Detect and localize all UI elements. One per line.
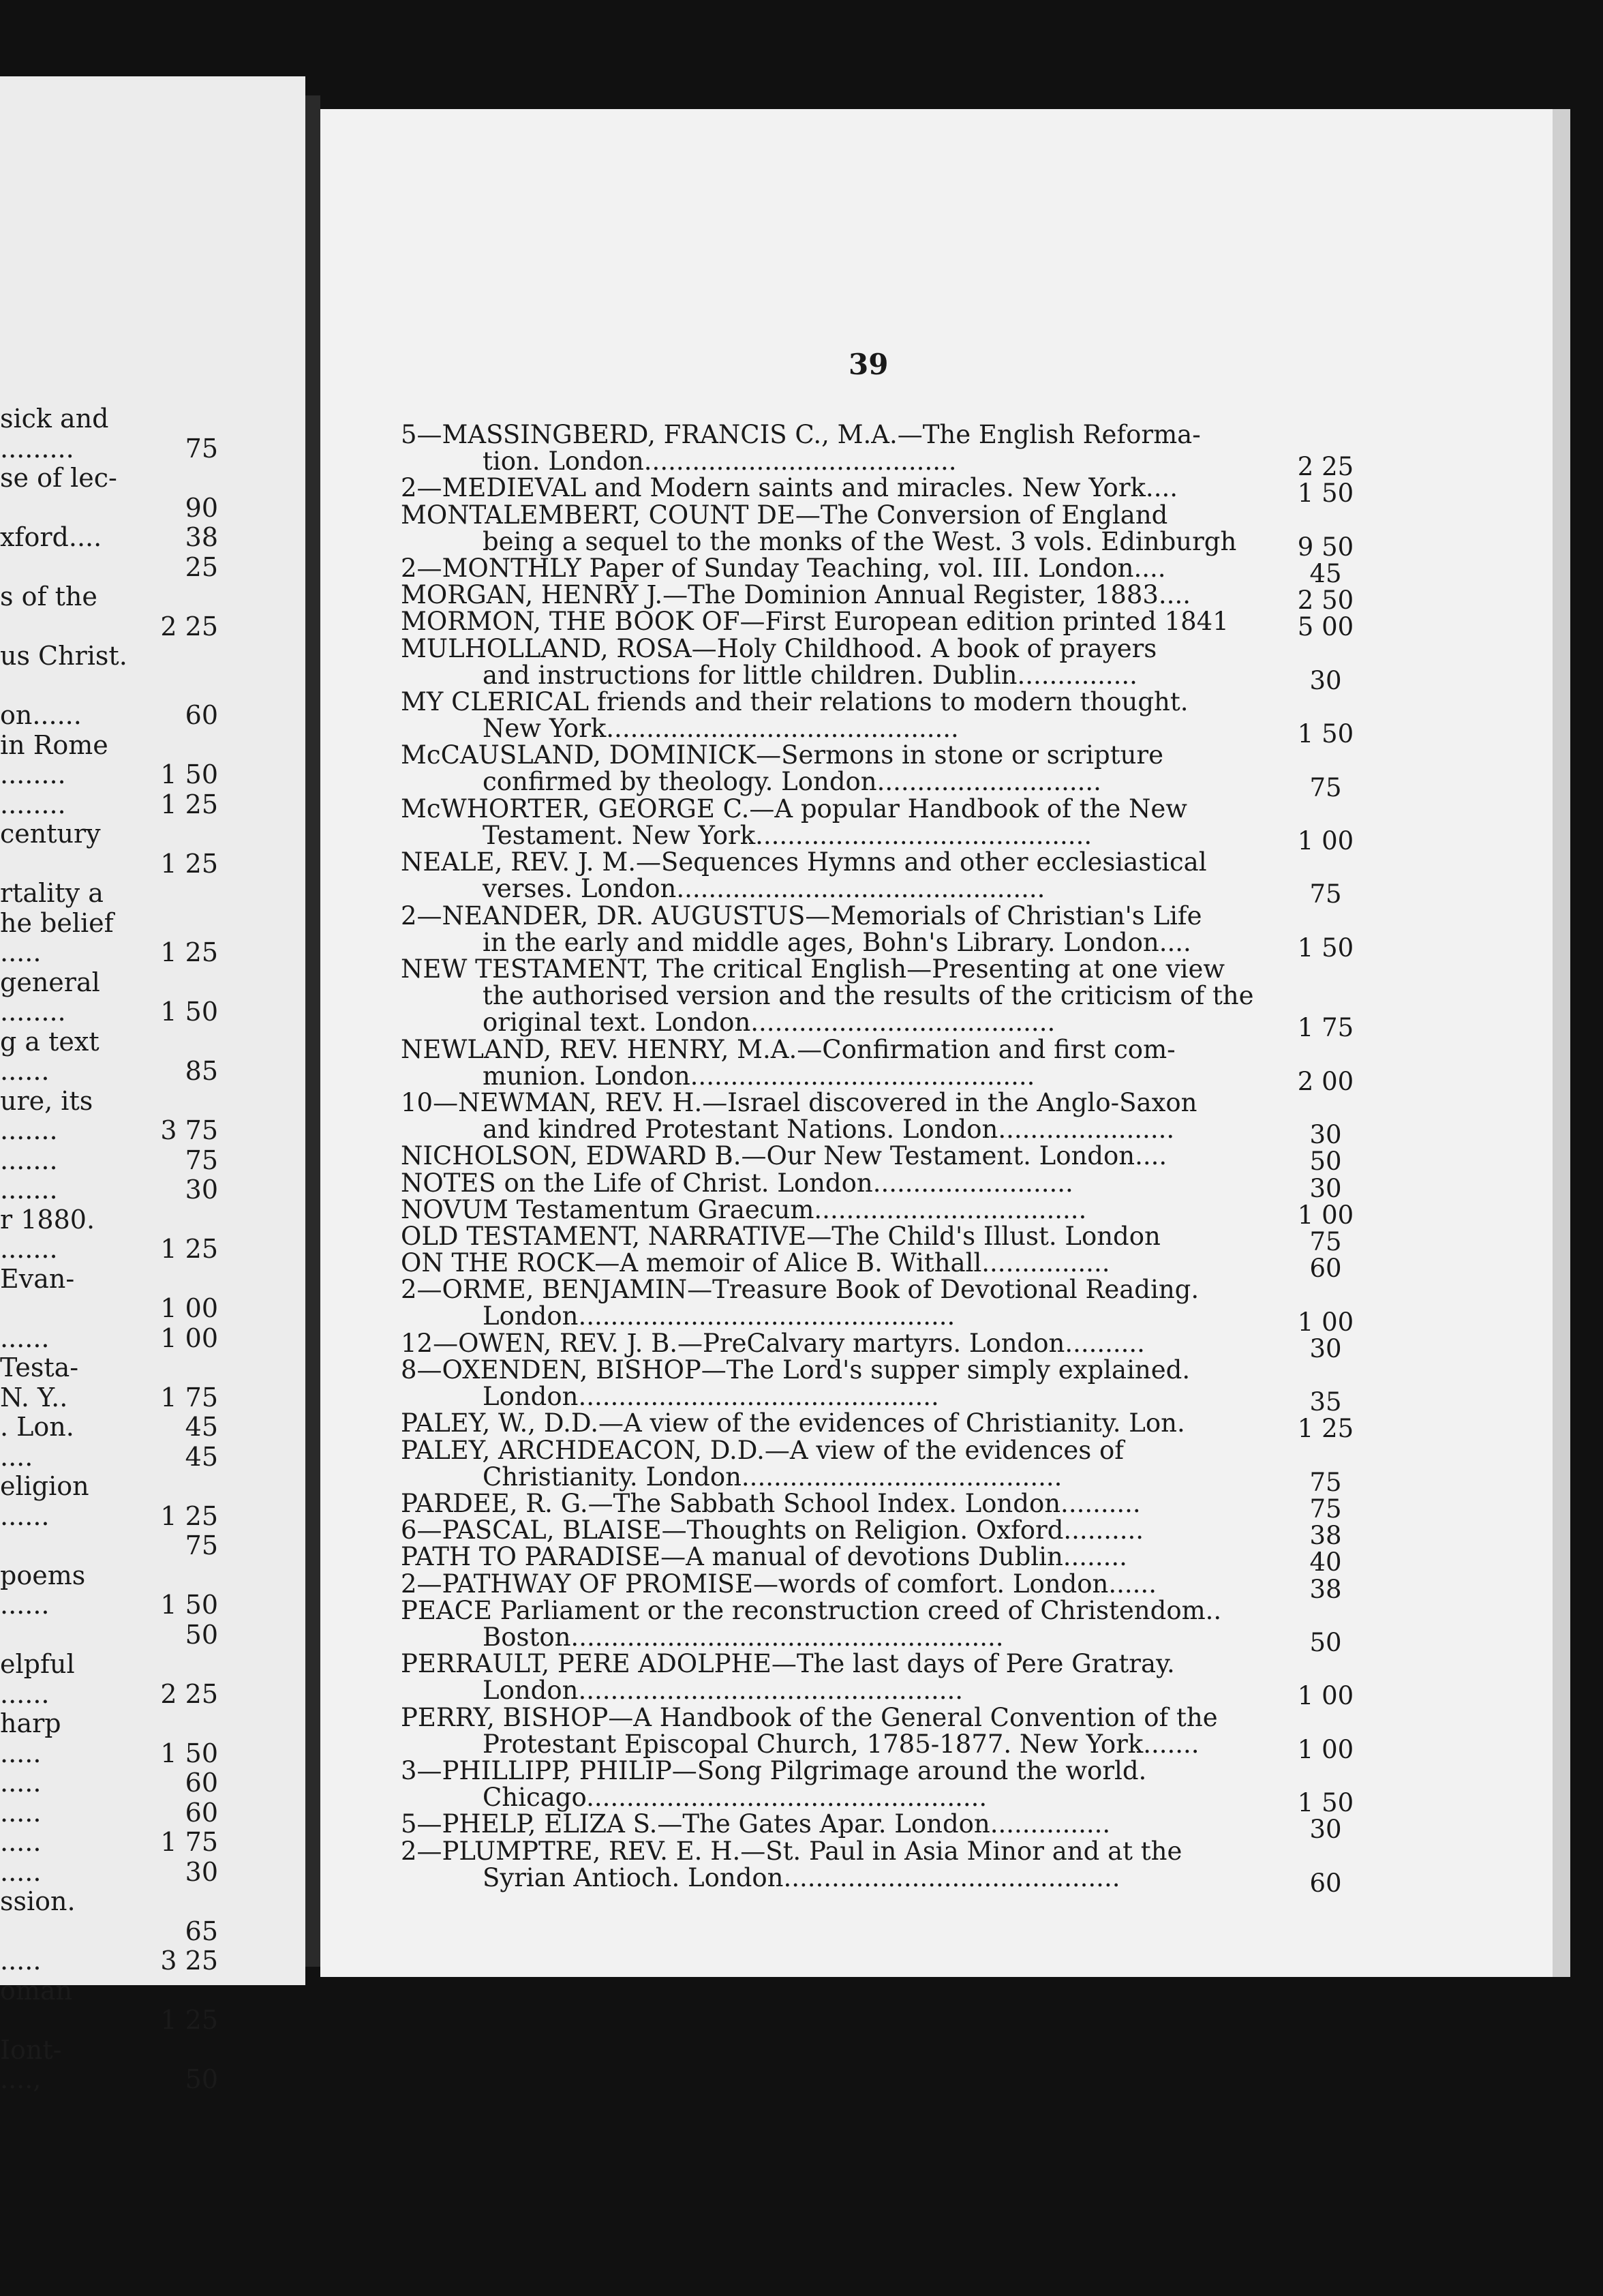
catalog-entry bbox=[401, 1036, 1399, 1089]
entry-title-line: 2—MEDIEVAL and Modern saints and miracles. New York.... bbox=[401, 473, 1178, 503]
left-page-line: he belief bbox=[0, 907, 114, 938]
left-page-line: general bbox=[0, 967, 100, 997]
catalog-entry bbox=[401, 1437, 1399, 1490]
left-page-price: 50 bbox=[185, 1619, 218, 1650]
left-page-line: ..... bbox=[0, 1797, 42, 1828]
left-page-line: on...... bbox=[0, 700, 82, 730]
left-page-line: ..... bbox=[0, 937, 42, 967]
catalog-entry bbox=[401, 1597, 1399, 1650]
left-page-line: se of lec- bbox=[0, 463, 117, 493]
left-page-line: Testa- bbox=[0, 1353, 79, 1383]
entry-price: 75 bbox=[1309, 1227, 1342, 1256]
entry-title-line: PALEY, W., D.D.—A view of the evidences of Christianity. Lon. bbox=[401, 1408, 1185, 1438]
left-page-line: harp bbox=[0, 1708, 61, 1738]
left-page-line: ssion. bbox=[0, 1886, 76, 1916]
left-page-line: ...., bbox=[0, 2064, 42, 2094]
left-page-line: ........ bbox=[0, 997, 66, 1027]
left-page-line: r 1880. bbox=[0, 1204, 95, 1235]
left-page-line: ...... bbox=[0, 1056, 50, 1086]
left-page-price: 1 75 bbox=[160, 1827, 218, 1857]
entry-title-line: 3—PHILLIPP, PHILIP—Song Pilgrimage around the world. bbox=[401, 1756, 1147, 1785]
left-page-price: 1 25 bbox=[160, 1500, 218, 1531]
catalog-entry bbox=[401, 421, 1399, 474]
entry-continuation-line: Boston...................................................... bbox=[483, 1622, 1004, 1652]
left-page-line: ure, its bbox=[0, 1085, 93, 1116]
left-page-line: ..... bbox=[0, 1946, 42, 1976]
entry-title-line: MORMON, THE BOOK OF—First European edition printed 1841 bbox=[401, 607, 1229, 637]
catalog-entry bbox=[401, 1170, 1399, 1196]
left-page-line: ..... bbox=[0, 1856, 42, 1887]
entry-title-line: PERRY, BISHOP—A Handbook of the General Convention of the bbox=[401, 1702, 1218, 1732]
entry-price: 45 bbox=[1309, 559, 1342, 588]
left-page-line: ....... bbox=[0, 1145, 58, 1175]
catalog-entry bbox=[401, 635, 1399, 689]
entry-title-line: 10—NEWMAN, REV. H.—Israel discovered in the Anglo-Saxon bbox=[401, 1088, 1197, 1117]
left-page-line: xford.... bbox=[0, 522, 102, 552]
entry-price: 50 bbox=[1309, 1628, 1342, 1657]
left-page-price: 85 bbox=[185, 1056, 218, 1086]
entry-price: 75 bbox=[1309, 772, 1342, 802]
entry-title-line: NEWLAND, REV. HENRY, M.A.—Confirmation and first com- bbox=[401, 1034, 1176, 1064]
left-page-price: 1 50 bbox=[160, 997, 218, 1027]
entry-title-line: 12—OWEN, REV. J. B.—PreCalvary martyrs. London.......... bbox=[401, 1328, 1145, 1358]
book-spine bbox=[305, 95, 320, 1967]
entry-continuation-line: London............................................. bbox=[483, 1382, 939, 1411]
catalog-entry bbox=[401, 581, 1399, 608]
entry-continuation-line: New York............................................ bbox=[483, 714, 959, 743]
left-page-line: ..... bbox=[0, 1768, 42, 1798]
left-page-price: 2 25 bbox=[160, 611, 218, 641]
entry-continuation-line: being a sequel to the monks of the West. 3 vols. Edinburgh bbox=[483, 526, 1237, 556]
entry-price: 75 bbox=[1309, 1494, 1342, 1524]
catalog-entry bbox=[401, 1704, 1399, 1757]
page-edge bbox=[1553, 109, 1570, 1977]
entry-continuation-line: Chicago.................................................. bbox=[483, 1783, 988, 1812]
entry-continuation-line: London................................................ bbox=[483, 1676, 964, 1706]
entry-continuation-line: confirmed by theology. London............................ bbox=[483, 767, 1101, 797]
catalog-entry bbox=[401, 1330, 1399, 1357]
left-page-price: 75 bbox=[185, 433, 218, 464]
entry-title-line: OLD TESTAMENT, NARRATIVE—The Child's Illust. London bbox=[401, 1222, 1161, 1251]
left-page-price: 1 50 bbox=[160, 1738, 218, 1768]
left-page-line: Iont- bbox=[0, 2034, 62, 2065]
left-page-line: sick and bbox=[0, 404, 109, 434]
catalog-entry bbox=[401, 1757, 1399, 1811]
entry-title-line: NICHOLSON, EDWARD B.—Our New Testament. London.... bbox=[401, 1141, 1167, 1171]
entry-continuation-line: Testament. New York.......................................... bbox=[483, 820, 1093, 850]
left-page-price: 1 25 bbox=[160, 937, 218, 967]
left-page-price: 1 00 bbox=[160, 1293, 218, 1323]
entry-price: 30 bbox=[1309, 1333, 1342, 1363]
left-page-price: 1 25 bbox=[160, 789, 218, 819]
entry-title-line: PEACE Parliament or the reconstruction creed of Christendom.. bbox=[401, 1595, 1222, 1625]
left-page-price: 30 bbox=[185, 1175, 218, 1205]
entry-price: 1 00 bbox=[1297, 1307, 1354, 1337]
entry-title-line: PARDEE, R. G.—The Sabbath School Index. London.......... bbox=[401, 1489, 1141, 1518]
left-page-line: ........ bbox=[0, 759, 66, 789]
catalog-entry bbox=[401, 1276, 1399, 1329]
entry-price: 38 bbox=[1309, 1521, 1342, 1551]
entry-title-line: 6—PASCAL, BLAISE—Thoughts on Religion. Oxford.......... bbox=[401, 1515, 1144, 1545]
entry-price: 60 bbox=[1309, 1254, 1342, 1284]
left-page-line: g a text bbox=[0, 1026, 100, 1057]
entry-title-line: 2—ORME, BENJAMIN—Treasure Book of Devotional Reading. bbox=[401, 1275, 1200, 1305]
catalog-entry bbox=[401, 1143, 1399, 1169]
left-page-line: ......... bbox=[0, 433, 74, 464]
catalog-entry bbox=[401, 796, 1399, 849]
left-page-price: 3 25 bbox=[160, 1946, 218, 1976]
left-page-price: 45 bbox=[185, 1441, 218, 1472]
left-page-line: rtality a bbox=[0, 878, 104, 908]
entry-price: 1 50 bbox=[1297, 1788, 1354, 1818]
entry-price: 2 25 bbox=[1297, 452, 1354, 482]
catalog-entry bbox=[401, 1650, 1399, 1704]
left-page-price: 90 bbox=[185, 492, 218, 523]
left-page-line: century bbox=[0, 819, 101, 849]
entry-title-line: NOTES on the Life of Christ. London......................... bbox=[401, 1168, 1073, 1198]
left-page-price: 60 bbox=[185, 700, 218, 730]
left-page-line: N. Y.. bbox=[0, 1382, 68, 1413]
entry-title-line: McWHORTER, GEORGE C.—A popular Handbook of the New bbox=[401, 794, 1187, 824]
left-page-line: Evan- bbox=[0, 1263, 75, 1294]
entry-title-line: 5—PHELP, ELIZA S.—The Gates Apar. London............... bbox=[401, 1809, 1111, 1839]
entry-title-line: 2—PLUMPTRE, REV. E. H.—St. Paul in Asia Minor and at the bbox=[401, 1836, 1182, 1866]
entry-price: 75 bbox=[1309, 1467, 1342, 1497]
entry-continuation-line: Protestant Episcopal Church, 1785-1877. New York....... bbox=[483, 1729, 1200, 1759]
left-page-price: 1 25 bbox=[160, 1234, 218, 1264]
left-page-price: 75 bbox=[185, 1530, 218, 1560]
entry-continuation-line: Syrian Antioch. London.......................................... bbox=[483, 1862, 1120, 1892]
left-page-price: 1 50 bbox=[160, 759, 218, 789]
catalog-entry bbox=[401, 502, 1399, 555]
entry-price: 30 bbox=[1309, 1815, 1342, 1845]
catalog-entry bbox=[401, 1357, 1399, 1410]
entry-continuation-line: and kindred Protestant Nations. London...................... bbox=[483, 1115, 1175, 1144]
catalog-entry bbox=[401, 903, 1399, 956]
left-page-price: 1 75 bbox=[160, 1382, 218, 1413]
entry-price: 35 bbox=[1309, 1387, 1342, 1417]
entry-title-line: 2—NEANDER, DR. AUGUSTUS—Memorials of Christian's Life bbox=[401, 901, 1202, 931]
catalog-entry bbox=[401, 1410, 1399, 1436]
entry-title-line: MULHOLLAND, ROSA—Holy Childhood. A book of prayers bbox=[401, 633, 1157, 663]
left-page-line: . Lon. bbox=[0, 1412, 74, 1442]
left-page-line: us Christ. bbox=[0, 641, 127, 671]
entry-title-line: 5—MASSINGBERD, FRANCIS C., M.A.—The English Reforma- bbox=[401, 420, 1201, 449]
left-page-line: ..... bbox=[0, 1827, 42, 1857]
entry-price: 1 00 bbox=[1297, 826, 1354, 856]
entry-title-line: NEW TESTAMENT, The critical English—Presenting at one view bbox=[401, 954, 1225, 984]
left-page-line: .... bbox=[0, 1441, 33, 1472]
entry-price: 2 50 bbox=[1297, 586, 1354, 616]
left-page-line: in Rome bbox=[0, 729, 108, 760]
entry-price: 1 50 bbox=[1297, 479, 1354, 509]
entry-price: 38 bbox=[1309, 1574, 1342, 1604]
left-page-price: 60 bbox=[185, 1797, 218, 1828]
catalog-entry bbox=[401, 1811, 1399, 1837]
catalog-entry bbox=[401, 1250, 1399, 1276]
entry-title-line: MONTALEMBERT, COUNT DE—The Conversion of England bbox=[401, 500, 1168, 530]
left-page-line: ....... bbox=[0, 1234, 58, 1264]
entry-price: 9 50 bbox=[1297, 532, 1354, 562]
entry-continuation-line: in the early and middle ages, Bohn's Library. London.... bbox=[483, 927, 1191, 957]
left-page-price: 1 00 bbox=[160, 1323, 218, 1353]
entry-price: 50 bbox=[1309, 1147, 1342, 1177]
entry-price: 1 25 bbox=[1297, 1414, 1354, 1444]
entry-title-line: McCAUSLAND, DOMINICK—Sermons in stone or scripture bbox=[401, 740, 1163, 770]
entry-continuation-line: munion. London........................................... bbox=[483, 1061, 1035, 1091]
catalog-entry bbox=[401, 849, 1399, 902]
entry-continuation-line: the authorised version and the results of the criticism of the bbox=[483, 981, 1254, 1010]
entry-price: 75 bbox=[1309, 879, 1342, 909]
left-page-price: 38 bbox=[185, 522, 218, 552]
catalog-entry bbox=[401, 1838, 1399, 1891]
left-page-line: ...... bbox=[0, 1678, 50, 1709]
entry-title-line: MORGAN, HENRY J.—The Dominion Annual Register, 1883.... bbox=[401, 580, 1191, 610]
entry-price: 60 bbox=[1309, 1868, 1342, 1898]
left-page-price: 75 bbox=[185, 1145, 218, 1175]
catalog-entry bbox=[401, 1490, 1399, 1517]
entry-price: 1 50 bbox=[1297, 719, 1354, 749]
left-page-line: ...... bbox=[0, 1500, 50, 1531]
entry-continuation-line: Christianity. London........................................ bbox=[483, 1462, 1063, 1492]
left-page-line: s of the bbox=[0, 581, 97, 611]
catalog-entry bbox=[401, 608, 1399, 635]
left-page-price: 65 bbox=[185, 1916, 218, 1946]
left-page-line: ...... bbox=[0, 1323, 50, 1353]
entry-price: 1 00 bbox=[1297, 1734, 1354, 1764]
left-page-line: ....... bbox=[0, 1175, 58, 1205]
entry-title-line: NOVUM Testamentum Graecum.................................. bbox=[401, 1194, 1087, 1224]
entry-title-line: 8—OXENDEN, BISHOP—The Lord's supper simply explained. bbox=[401, 1355, 1191, 1385]
left-page-line: eligion bbox=[0, 1471, 89, 1501]
entry-price: 30 bbox=[1309, 665, 1342, 695]
entry-title-line: ON THE ROCK—A memoir of Alice B. Withall................ bbox=[401, 1248, 1110, 1278]
left-page-price: 25 bbox=[185, 552, 218, 582]
left-page-line: poems bbox=[0, 1560, 86, 1590]
entry-price: 30 bbox=[1309, 1120, 1342, 1150]
left-page-price: 50 bbox=[185, 2064, 218, 2094]
left-page-price: 60 bbox=[185, 1768, 218, 1798]
entry-continuation-line: verses. London.............................................. bbox=[483, 874, 1045, 904]
entry-continuation-line: London............................................... bbox=[483, 1301, 956, 1331]
entry-continuation-line: tion. London....................................... bbox=[483, 447, 957, 476]
left-page-price: 1 25 bbox=[160, 2005, 218, 2035]
entry-price: 1 00 bbox=[1297, 1200, 1354, 1230]
left-page-price: 1 25 bbox=[160, 848, 218, 879]
catalog-entry bbox=[401, 474, 1399, 501]
entry-continuation-line: original text. London...................................... bbox=[483, 1008, 1056, 1037]
left-page-price: 30 bbox=[185, 1856, 218, 1887]
entry-price: 30 bbox=[1309, 1173, 1342, 1203]
entry-title-line: PALEY, ARCHDEACON, D.D.—A view of the evidences of bbox=[401, 1435, 1124, 1465]
page-number: 39 bbox=[849, 348, 889, 381]
catalog-entry bbox=[401, 742, 1399, 795]
entry-price: 1 00 bbox=[1297, 1681, 1354, 1711]
left-page-line: ....... bbox=[0, 1115, 58, 1145]
left-page-price: 3 75 bbox=[160, 1115, 218, 1145]
catalog-entry bbox=[401, 1223, 1399, 1250]
left-page-price: 2 25 bbox=[160, 1678, 218, 1709]
left-page-line: ........ bbox=[0, 789, 66, 819]
catalog-entry bbox=[401, 1089, 1399, 1143]
left-page-line: ...... bbox=[0, 1590, 50, 1620]
entry-price: 2 00 bbox=[1297, 1066, 1354, 1096]
entry-title-line: NEALE, REV. J. M.—Sequences Hymns and other ecclesiastical bbox=[401, 847, 1207, 877]
catalog-entry bbox=[401, 1571, 1399, 1597]
entry-price: 1 75 bbox=[1297, 1013, 1354, 1043]
entry-continuation-line: and instructions for little children. Dublin............... bbox=[483, 660, 1138, 690]
entry-title-line: MY CLERICAL friends and their relations to modern thought. bbox=[401, 687, 1189, 716]
left-page-price: 45 bbox=[185, 1412, 218, 1442]
entry-title-line: PERRAULT, PERE ADOLPHE—The last days of Pere Gratray. bbox=[401, 1649, 1175, 1679]
catalog-entry bbox=[401, 1196, 1399, 1223]
entry-price: 40 bbox=[1309, 1547, 1342, 1577]
catalog-entry bbox=[401, 1543, 1399, 1570]
left-page-line: ..... bbox=[0, 1738, 42, 1768]
entry-title-line: 2—MONTHLY Paper of Sunday Teaching, vol. III. London.... bbox=[401, 554, 1166, 583]
left-page bbox=[0, 76, 305, 2094]
entry-price: 1 50 bbox=[1297, 933, 1354, 963]
catalog-entry bbox=[401, 956, 1399, 1036]
catalog-entry bbox=[401, 555, 1399, 581]
left-page-line: elpful bbox=[0, 1649, 75, 1679]
entry-title-line: PATH TO PARADISE—A manual of devotions Dublin........ bbox=[401, 1542, 1127, 1572]
entry-title-line: 2—PATHWAY OF PROMISE—words of comfort. London...... bbox=[401, 1569, 1157, 1599]
left-page-price: 1 50 bbox=[160, 1590, 218, 1620]
entry-price: 5 00 bbox=[1297, 612, 1354, 642]
left-page-line: oman bbox=[0, 1975, 73, 2006]
catalog-entry bbox=[401, 1517, 1399, 1543]
catalog-entry bbox=[401, 689, 1399, 742]
